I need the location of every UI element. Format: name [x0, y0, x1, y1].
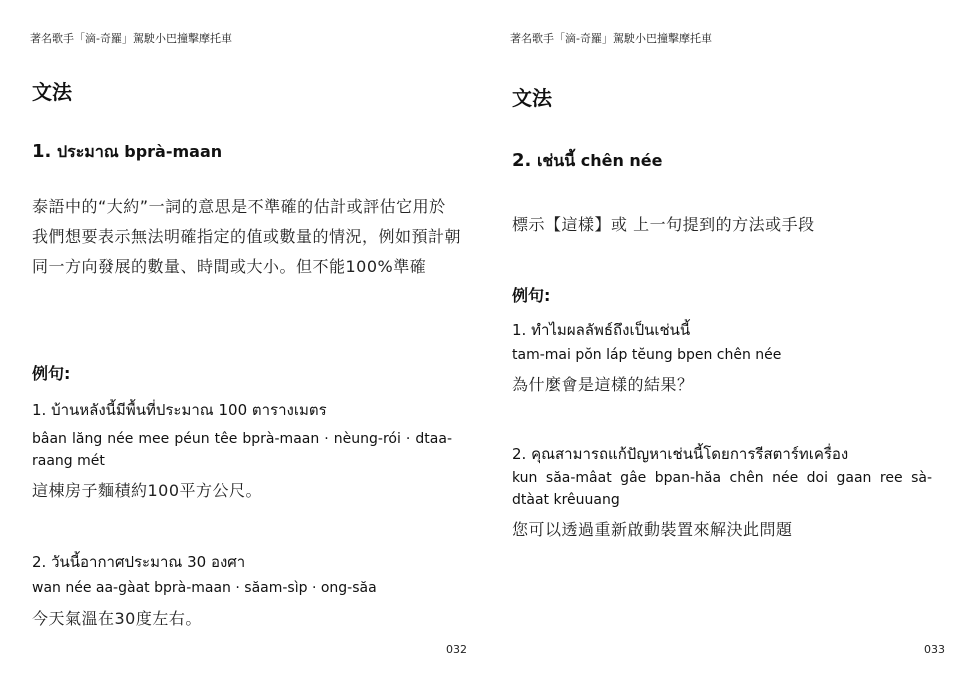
running-header: 著名歌手「滴-奇羅」駕駛小巴撞擊摩托車	[30, 32, 232, 45]
right-page	[480, 0, 960, 678]
section-number: 2.	[512, 150, 532, 171]
section-heading	[512, 149, 663, 174]
explanation-text: 標示【這樣】或 上一句提到的方法或手段	[512, 215, 815, 234]
page-number: 032	[446, 643, 467, 656]
section-number: 1.	[32, 141, 52, 162]
example-2-romanization: wan née aa-gàat bprà-maan · săam-sìp · ong-săa	[32, 580, 377, 596]
example-2-romanization: kun săa-mâat gâe bpan-hăa chên née doi gaan ree sà-dtàat krêuuang	[512, 470, 932, 508]
running-header: 著名歌手「滴-奇羅」駕駛小巴撞擊摩托車	[510, 32, 712, 45]
example-1-romanization: bâan lăng née mee péun têe bprà-maan · nèung-rói · dtaa-raang mét	[32, 431, 452, 469]
explanation-text: 泰語中的“大約”一詞的意思是不準確的估計或評估它用於我們想要表示無法明確指定的值或數量的情況，例如預計朝同一方向發展的數量、時間或大小。但不能100%準確	[32, 197, 462, 276]
section-heading	[32, 140, 222, 165]
example-1-thai: 1. บ้านหลังนี้มีพื้นที่ประมาณ 100 ตารางเมตร	[32, 401, 327, 419]
section-title: ประมาณ bprà-maan	[56, 142, 223, 161]
example-2-chinese: 您可以透過重新啟動裝置來解決此問題	[512, 520, 793, 539]
example-2-chinese: 今天氣溫在30度左右。	[32, 609, 202, 628]
examples-label: 例句:	[32, 364, 71, 383]
section-title: เช่นนี้ chên née	[536, 151, 663, 170]
chapter-title: 文法	[512, 86, 552, 110]
example-1-chinese: 這棟房子麵積約100平方公尺。	[32, 481, 263, 500]
example-2-thai: 2. วันนี้อากาศประมาณ 30 องศา	[32, 553, 246, 571]
page-number: 033	[924, 643, 945, 656]
examples-label: 例句:	[512, 286, 551, 305]
example-1-thai: 1. ทำไมผลลัพธ์ถึงเป็นเช่นนี้	[512, 321, 691, 339]
chapter-title: 文法	[32, 80, 72, 104]
example-1-chinese: 為什麼會是這樣的結果？	[512, 375, 694, 394]
example-2-thai: 2. คุณสามารถแก้ปัญหาเช่นนี้โดยการรีสตาร์ทเครื่อง	[512, 445, 849, 463]
example-1-romanization: tam-mai pŏn láp tĕung bpen chên née	[512, 347, 782, 363]
